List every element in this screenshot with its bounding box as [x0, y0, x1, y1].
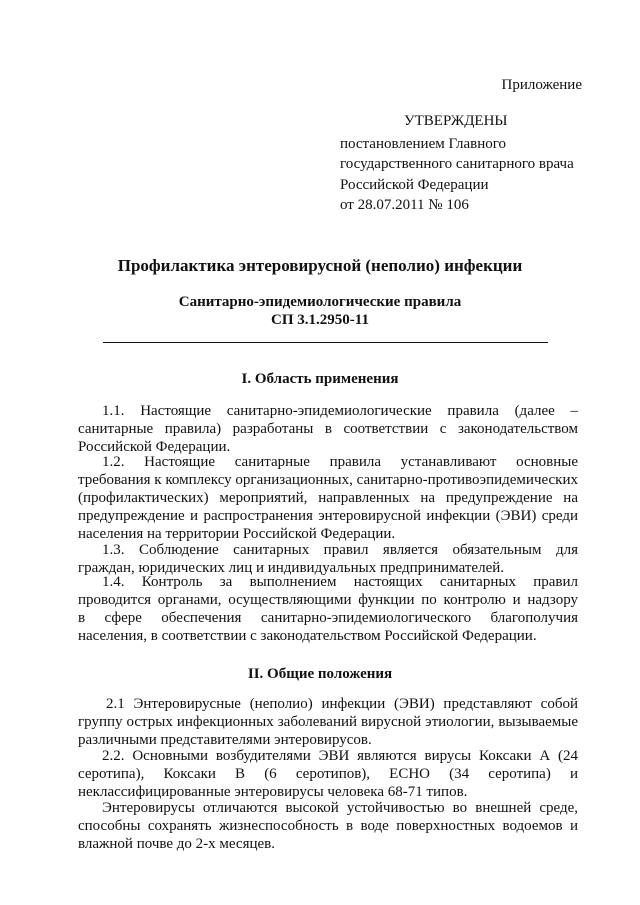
paragraph-line: населения на территории Российской Федерации.	[78, 526, 396, 542]
paragraph-line: проводится органами, осуществляющими функции по контролю и надзору	[78, 592, 578, 608]
paragraph-line: граждан, юридических лиц и индивидуальных предпринимателей.	[78, 560, 504, 576]
section-title: I. Область применения	[241, 371, 399, 387]
paragraph-line: 1.2. Настоящие санитарные правила устанавливают основные	[102, 454, 578, 470]
paragraph-line: 1.3. Соблюдение санитарных правил является обязательным для	[102, 542, 578, 558]
paragraph-line: в сфере обеспечения санитарно-эпидемиологического благополучия	[78, 610, 578, 626]
paragraph-line: населения, в соответствии с законодательством Российской Федерации.	[78, 628, 537, 644]
paragraph-2-1	[78, 695, 578, 749]
paragraph-1-4	[78, 573, 578, 645]
approved-label: УТВЕРЖДЕНЫ	[404, 113, 508, 129]
subtitle-line: Санитарно-эпидемиологические правила	[178, 294, 462, 310]
paragraph-line: 1.4. Контроль за выполнением настоящих санитарных правил	[102, 574, 578, 590]
document-title: Профилактика энтеровирусной (неполио) инфекции	[117, 256, 523, 275]
paragraph-line: 2.2. Основными возбудителями ЭВИ являются вирусы Коксаки А (24	[102, 748, 578, 764]
paragraph-line: требования к комплексу организационных, санитарно-противоэпидемических	[78, 472, 578, 488]
paragraph-line: Российской Федерации.	[78, 439, 231, 455]
paragraph-line: Энтеровирусы отличаются высокой устойчивостью во внешней среде,	[102, 800, 578, 816]
paragraph-line: 1.1. Настоящие санитарно-эпидемиологические правила (далее –	[102, 403, 578, 419]
approval-line: государственного санитарного врача	[340, 156, 574, 172]
paragraph-1-3	[78, 541, 578, 577]
paragraph-line: 2.1 Энтеровирусные (неполио) инфекции (ЭВИ) представляют собой	[106, 696, 578, 712]
paragraph-line: неклассифицированные энтеровирусы человека 68-71 типов.	[78, 784, 468, 800]
paragraph-line: способны сохранять жизнеспособность в воде поверхностных водоемов и	[78, 818, 578, 834]
paragraph-line: группу острых инфекционных заболеваний вирусной этиологии, вызываемые	[78, 714, 578, 730]
paragraph-line: различными представителями энтеровирусов.	[78, 732, 372, 748]
paragraph-1-1	[78, 402, 578, 456]
section-title: II. Общие положения	[247, 666, 393, 682]
approval-block	[340, 111, 574, 216]
paragraph-line: (профилактических) мероприятий, направленных на предупреждение на	[78, 490, 578, 506]
paragraph-line: санитарные правила) разработаны в соответствии с законодательством	[78, 421, 578, 437]
paragraph-line: серотипа), Коксаки В (6 серотипов), ЕСНО (34 серотипа) и	[78, 766, 578, 782]
paragraph-2-2	[78, 747, 578, 801]
document-subtitle	[0, 293, 640, 329]
paragraph-line: влажной почве до 2-х месяцев.	[78, 836, 276, 852]
approval-line: постановлением Главного	[340, 135, 507, 152]
paragraph-2-3	[78, 799, 578, 853]
approval-line: Российской Федерации	[340, 176, 489, 193]
rules-code: СП 3.1.2950-11	[271, 312, 369, 328]
approval-date-number: от 28.07.2011 № 106	[340, 197, 469, 213]
paragraph-line: предупреждение и распространения энтеровирусной инфекции (ЭВИ) среди	[78, 508, 578, 524]
paragraph-1-2	[78, 453, 578, 543]
appendix-label: Приложение	[501, 77, 582, 93]
horizontal-divider	[103, 342, 548, 343]
